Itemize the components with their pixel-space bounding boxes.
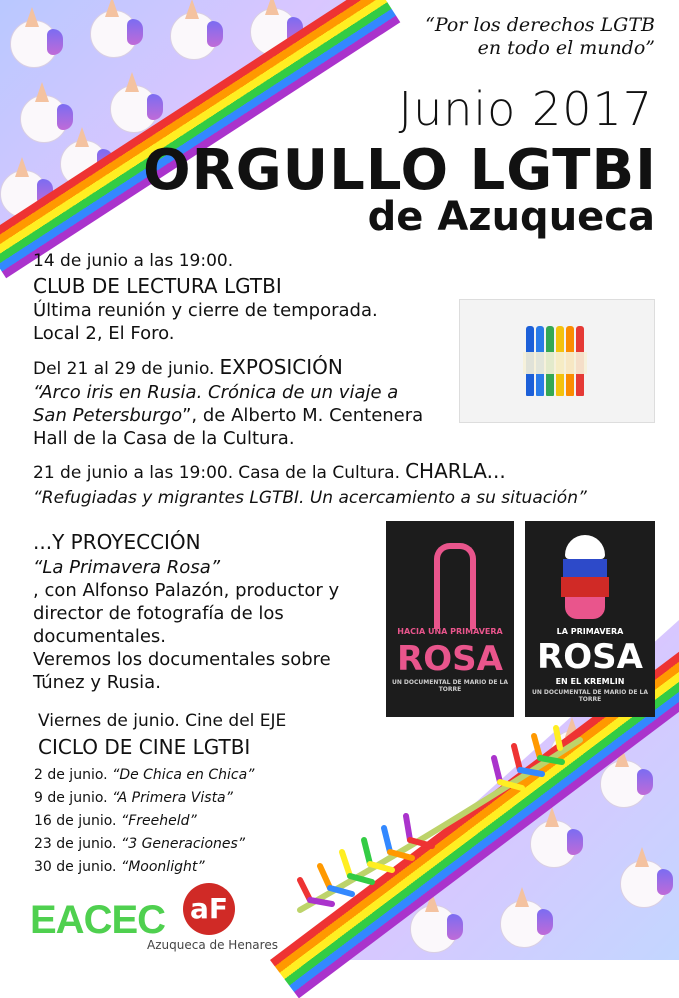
cine-title: CICLO DE CINE LGTBI bbox=[38, 735, 251, 759]
header-month: Junio 2017 bbox=[398, 82, 653, 136]
proyeccion-line-5: Túnez y Rusia. bbox=[33, 672, 161, 693]
expo-date: Del 21 al 29 de junio. bbox=[33, 359, 215, 379]
poster-2-title: ROSA bbox=[537, 637, 643, 677]
poster-1-title: ROSA bbox=[397, 639, 503, 679]
poster-1-subtitle: UN DOCUMENTAL DE MARIO DE LA TORRE bbox=[391, 679, 509, 693]
charla-title: CHARLA... bbox=[405, 459, 506, 483]
proyeccion-title: ...Y PROYECCIÓN bbox=[33, 530, 201, 554]
poster-1-top-text: HACIA UNA PRIMAVERA bbox=[397, 627, 503, 636]
proyeccion-film: “La Primavera Rosa” bbox=[33, 557, 221, 578]
charla-heading bbox=[33, 459, 506, 484]
header-quote bbox=[425, 14, 655, 60]
unicorn-icon bbox=[20, 95, 68, 143]
unicorn-icon bbox=[170, 12, 218, 60]
list-item: 16 de junio. “Freeheld” bbox=[34, 813, 197, 829]
club-line-1: Última reunión y cierre de temporada. bbox=[33, 300, 378, 321]
cine-film-list bbox=[34, 764, 254, 879]
azuqueca-logo-letters: aF bbox=[189, 892, 229, 925]
expo-line-2-italic: San Petersburgo bbox=[33, 405, 183, 426]
expo-title: EXPOSICIÓN bbox=[219, 355, 343, 379]
list-item: 23 de junio. “3 Generaciones” bbox=[34, 836, 246, 852]
azuqueca-logo-mark bbox=[183, 883, 235, 935]
quote-line-2: en todo el mundo” bbox=[477, 37, 655, 59]
film-poster-1 bbox=[386, 521, 514, 717]
charla-date: 21 de junio a las 19:00. bbox=[33, 463, 234, 483]
proyeccion-line-2: director de fotografía de los bbox=[33, 603, 284, 624]
expo-line-2 bbox=[33, 405, 423, 426]
expo-heading bbox=[33, 355, 343, 380]
poster-2-subtitle-2: UN DOCUMENTAL DE MARIO DE LA TORRE bbox=[531, 689, 649, 703]
azuqueca-logo-text: Azuqueca de Henares bbox=[147, 938, 278, 952]
poster-2-subtitle: EN EL KREMLIN bbox=[555, 677, 625, 686]
cine-date: Viernes de junio. Cine del EJE bbox=[38, 711, 287, 731]
page-subtitle: de Azuqueca bbox=[367, 194, 655, 240]
expo-line-2-text: ”, de Alberto M. Centenera bbox=[182, 405, 424, 426]
proyeccion-body bbox=[33, 556, 373, 694]
list-item: 2 de junio. “De Chica en Chica” bbox=[34, 767, 255, 783]
charla-place: Casa de la Cultura. bbox=[238, 463, 400, 483]
club-line-2: Local 2, El Foro. bbox=[33, 323, 175, 344]
expo-line-1-text: “Arco iris en Rusia. Crónica de un viaje a bbox=[33, 382, 399, 403]
page-title: ORGULLO LGTBI bbox=[142, 138, 657, 203]
proyeccion-line-3: documentales. bbox=[33, 626, 167, 647]
poster-2-top-text: LA PRIMAVERA bbox=[556, 627, 624, 636]
eacec-logo: EACEC bbox=[30, 898, 166, 942]
club-title: CLUB DE LECTURA LGTBI bbox=[33, 274, 282, 298]
quote-line-1: “Por los derechos LGTB bbox=[425, 14, 655, 36]
expo-line-1 bbox=[33, 382, 398, 403]
rainbow-leaves-decoration bbox=[290, 720, 590, 920]
charla-line-1: “Refugiadas y migrantes LGTBI. Un acercamiento a su situación” bbox=[33, 488, 587, 508]
proyeccion-line-1: , con Alfonso Palazón, productor y bbox=[33, 580, 340, 601]
list-item: 30 de junio. “Moonlight” bbox=[34, 859, 205, 875]
unicorn-icon bbox=[600, 760, 648, 808]
unicorn-icon bbox=[90, 10, 138, 58]
film-poster-2 bbox=[525, 521, 655, 717]
list-item: 9 de junio. “A Primera Vista” bbox=[34, 790, 233, 806]
crayons-photo bbox=[459, 299, 655, 423]
expo-line-3: Hall de la Casa de la Cultura. bbox=[33, 428, 295, 449]
unicorn-icon bbox=[620, 860, 668, 908]
proyeccion-line-4: Veremos los documentales sobre bbox=[33, 649, 331, 670]
unicorn-icon bbox=[10, 20, 58, 68]
club-date: 14 de junio a las 19:00. bbox=[33, 251, 234, 271]
